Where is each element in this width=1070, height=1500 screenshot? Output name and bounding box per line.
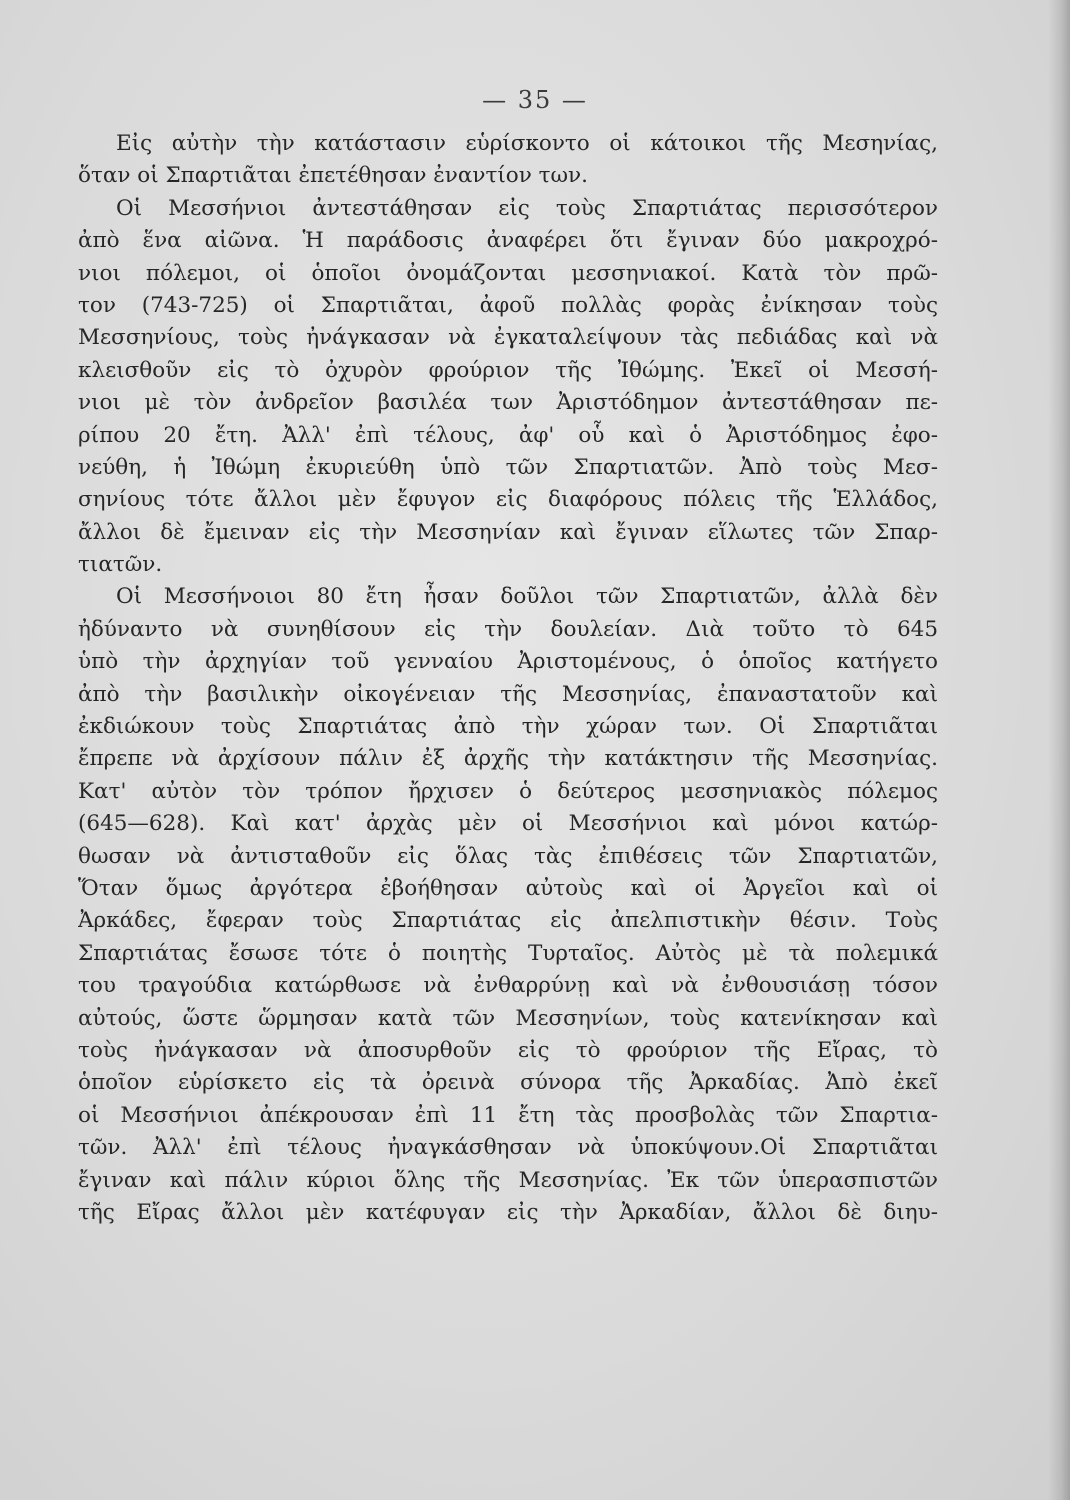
text-line: θωσαν νὰ ἀντισταθοῦν εἰς ὅλας τὰς ἐπιθέσεις τῶν Σπαρτιατῶν,	[78, 843, 938, 869]
page-number: — 35 —	[482, 86, 588, 114]
text-line: κλεισθοῦν εἰς τὸ ὀχυρὸν φρούριον τῆς Ἰθώμης. Ἐκεῖ οἱ Μεσσή-	[78, 357, 938, 383]
text-line: ἠδύναντο νὰ συνηθίσουν εἰς τὴν δουλείαν. Διὰ τοῦτο τὸ 645	[78, 616, 938, 642]
text-line: ἔπρεπε νὰ ἀρχίσουν πάλιν ἐξ ἀρχῆς τὴν κατάκτησιν τῆς Μεσσηνίας.	[78, 746, 938, 772]
text-line: Ὅταν ὅμως ἀργότερα ἐβοήθησαν αὐτοὺς καὶ οἱ Ἀργεῖοι καὶ οἱ	[78, 875, 938, 901]
text-line: σηνίους τότε ἄλλοι μὲν ἔφυγον εἰς διαφόρους πόλεις τῆς Ἑλλάδος,	[78, 487, 938, 513]
text-line: ὁποῖον εὑρίσκετο εἰς τὰ ὀρεινὰ σύνορα τῆς Ἀρκαδίας. Ἀπὸ ἐκεῖ	[78, 1070, 938, 1096]
text-line: τῶν. Ἀλλ' ἐπὶ τέλους ἠναγκάσθησαν νὰ ὑποκύψουν.Οἱ Σπαρτιᾶται	[78, 1135, 938, 1161]
page-edge-shadow	[1048, 0, 1070, 1500]
text-line: Μεσσηνίους, τοὺς ἠνάγκασαν νὰ ἐγκαταλείψουν τὰς πεδιάδας καὶ νὰ	[78, 325, 938, 351]
text-line: ἔγιναν καὶ πάλιν κύριοι ὅλης τῆς Μεσσηνίας. Ἐκ τῶν ὑπερασπιστῶν	[78, 1167, 938, 1193]
text-line: οἱ Μεσσήνιοι ἀπέκρουσαν ἐπὶ 11 ἔτη τὰς προσβολὰς τῶν Σπαρτια-	[78, 1102, 938, 1128]
text-line: Κατ' αὐτὸν τὸν τρόπον ἤρχισεν ὁ δεύτερος μεσσηνιακὸς πόλεμος	[78, 778, 938, 804]
text-line: νιοι μὲ τὸν ἀνδρεῖον βασιλέα των Ἀριστόδημον ἀντεστάθησαν πε-	[78, 390, 938, 416]
text-line: ὅταν οἱ Σπαρτιᾶται ἐπετέθησαν ἐναντίον των.	[78, 163, 588, 189]
text-line: τοὺς ἠνάγκασαν νὰ ἀποσυρθοῦν εἰς τὸ φρούριον τῆς Εἴρας, τὸ	[78, 1037, 938, 1063]
text-line: του τραγούδια κατώρθωσε νὰ ἐνθαρρύνῃ καὶ νὰ ἐνθουσιάσῃ τόσον	[78, 973, 938, 999]
text-line: (645—628). Καὶ κατ' ἀρχὰς μὲν οἱ Μεσσήνιοι καὶ μόνοι κατώρ-	[78, 811, 938, 837]
text-line: τιατῶν.	[78, 552, 163, 578]
text-line: ρίπου 20 ἔτη. Ἀλλ' ἐπὶ τέλους, ἀφ' οὗ καὶ ὁ Ἀριστόδημος ἐφο-	[78, 422, 938, 448]
text-line: αὐτούς, ὥστε ὥρμησαν κατὰ τῶν Μεσσηνίων, τοὺς κατενίκησαν καὶ	[78, 1005, 938, 1031]
text-line: Οἱ Μεσσήνιοι ἀντεστάθησαν εἰς τοὺς Σπαρτιάτας περισσότερον	[116, 195, 938, 221]
text-line: νιοι πόλεμοι, οἱ ὁποῖοι ὀνομάζονται μεσσηνιακοί. Κατὰ τὸν πρῶ-	[78, 260, 938, 286]
body-text	[78, 128, 938, 1229]
text-line: ἀπὸ τὴν βασιλικὴν οἰκογένειαν τῆς Μεσσηνίας, ἐπαναστατοῦν καὶ	[78, 681, 938, 707]
text-line: τον (743-725) οἱ Σπαρτιᾶται, ἀφοῦ πολλὰς φορὰς ἐνίκησαν τοὺς	[78, 292, 938, 318]
text-line: τῆς Εἴρας ἄλλοι μὲν κατέφυγαν εἰς τὴν Ἀρκαδίαν, ἄλλοι δὲ διηυ-	[78, 1199, 938, 1225]
text-line: Εἰς αὐτὴν τὴν κατάστασιν εὑρίσκοντο οἱ κάτοικοι τῆς Μεσηνίας,	[116, 131, 938, 156]
text-line: Οἱ Μεσσήνοιοι 80 ἔτη ἦσαν δοῦλοι τῶν Σπαρτιατῶν, ἀλλὰ δὲν	[116, 584, 938, 610]
text-line: ἀπὸ ἕνα αἰῶνα. Ἡ παράδοσις ἀναφέρει ὅτι ἔγιναν δύο μακροχρό-	[78, 228, 938, 254]
text-line: Ἀρκάδες, ἔφεραν τοὺς Σπαρτιάτας εἰς ἀπελπιστικὴν θέσιν. Τοὺς	[78, 908, 938, 934]
text-line: ἄλλοι δὲ ἔμειναν εἰς τὴν Μεσσηνίαν καὶ ἔγιναν εἵλωτες τῶν Σπαρ-	[78, 519, 938, 545]
text-line: ὑπὸ τὴν ἀρχηγίαν τοῦ γενναίου Ἀριστομένους, ὁ ὁποῖος κατήγετο	[78, 649, 938, 675]
text-line: Σπαρτιάτας ἔσωσε τότε ὁ ποιητὴς Τυρταῖος. Αὐτὸς μὲ τὰ πολεμικά	[78, 940, 938, 966]
text-line: νεύθη, ἡ Ἰθώμη ἐκυριεύθη ὑπὸ τῶν Σπαρτιατῶν. Ἀπὸ τοὺς Μεσ-	[78, 454, 938, 480]
text-line: ἐκδιώκουν τοὺς Σπαρτιάτας ἀπὸ τὴν χώραν των. Οἱ Σπαρτιᾶται	[78, 714, 938, 740]
